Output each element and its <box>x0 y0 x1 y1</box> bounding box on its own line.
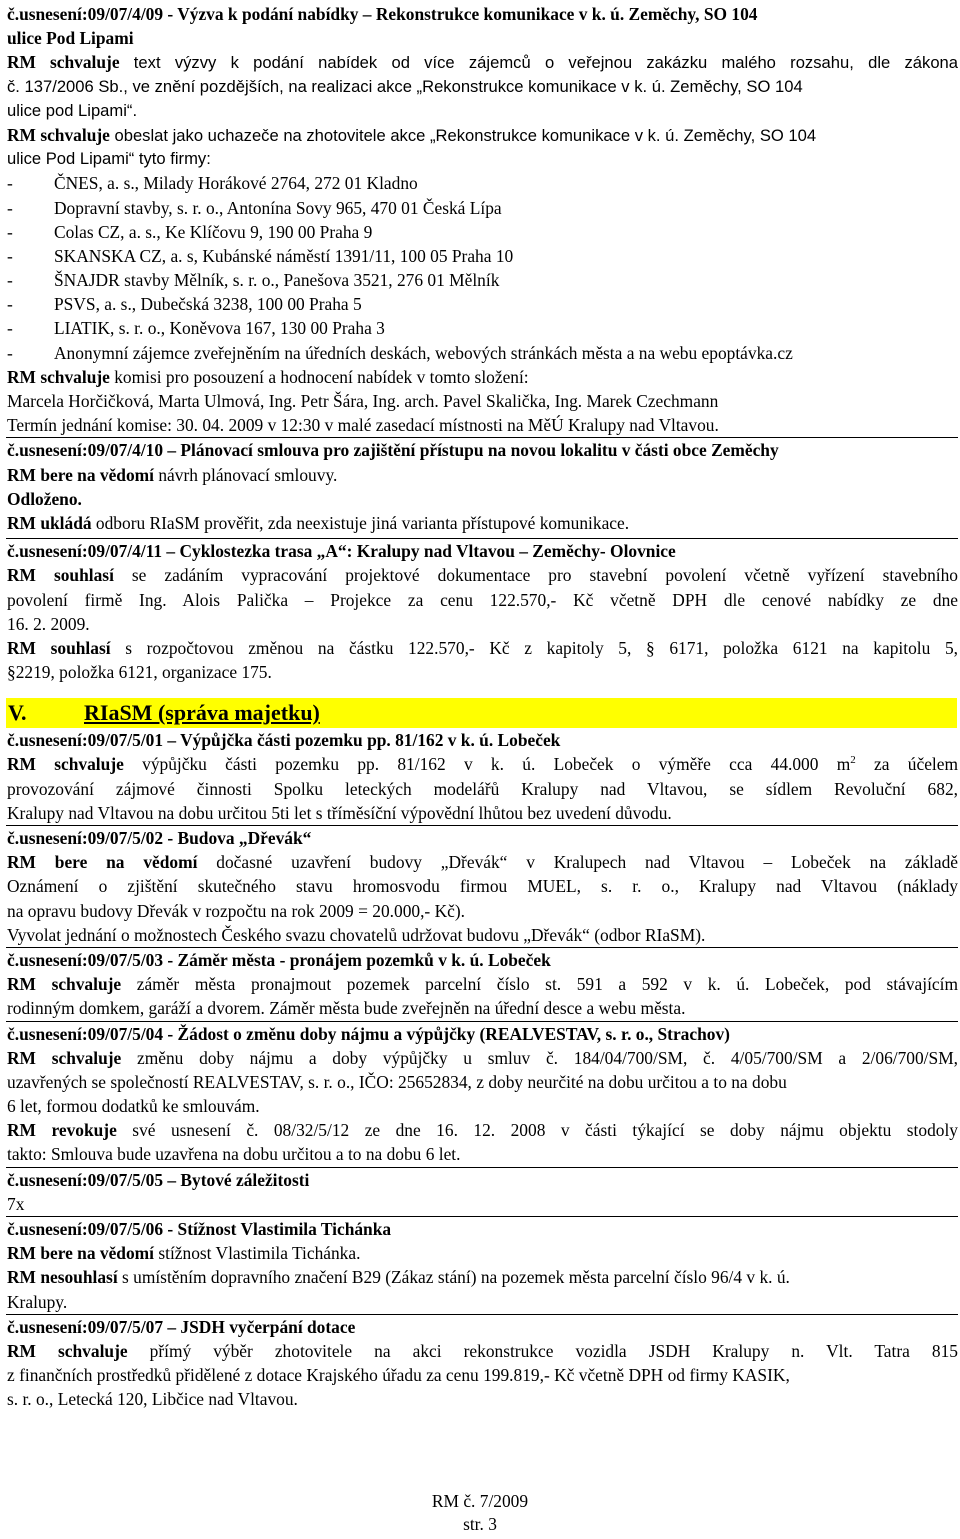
verb: RM revokuje <box>7 1120 117 1141</box>
text: stížnost Vlastimila Tichánka. <box>154 1243 361 1264</box>
paragraph-line: provozování zájmové činnosti Spolku leteckých modelářů Kralupy nad Vltavou, se sídlem Revoluční 682, <box>7 778 958 799</box>
text: návrh plánovací smlouvy. <box>154 464 338 485</box>
verb: RM bere na vědomí <box>7 1243 154 1264</box>
verb: RM bere na vědomí <box>7 464 154 485</box>
paragraph <box>0 50 958 74</box>
text: záměr města pronajmout pozemek parcelní číslo st. 591 a 592 v k. ú. Lobeček, pod stávajícím <box>121 974 958 995</box>
resolution-heading-5-03: č.usnesení:09/07/5/03 - Záměr města - pronájem pozemků v k. ú. Lobeček <box>7 949 551 970</box>
firm-list-item: - PSVS, a. s., Dubečská 3238, 100 00 Praha 5 <box>7 294 362 315</box>
text: za účelem <box>855 754 958 775</box>
section-number: V. <box>8 700 27 726</box>
paragraph-line: takto: Smlouva bude uzavřena na dobu určitou a to na dobu 6 let. <box>7 1144 461 1165</box>
status-text: Odloženo. <box>7 488 82 509</box>
paragraph-line: Kralupy. <box>7 1291 68 1312</box>
firm-list-item: - Colas CZ, a. s., Ke Klíčovu 9, 190 00 Praha 9 <box>7 221 373 242</box>
paragraph-line: ulice Pod Lipami“ tyto firmy: <box>7 149 211 169</box>
resolution-heading-5-07: č.usnesení:09/07/5/07 – JSDH vyčerpání dotace <box>7 1316 356 1337</box>
firm-list-item: - ŠNAJDR stavby Mělník, s. r. o., Panešova 3521, 276 01 Mělník <box>7 270 500 291</box>
text: dočasné uzavření budovy „Dřevák“ v Kralupech nad Vltavou – Lobeček na základě <box>197 852 958 873</box>
verb: RM schvaluje <box>7 754 124 775</box>
paragraph-line: 6 let, formou dodatků ke smlouvám. <box>7 1096 260 1117</box>
paragraph-line: uzavřených se společností REALVESTAV, s. r. o., IČO: 25652834, z doby neurčité na dobu určitou a to na dobu <box>7 1071 787 1092</box>
verb: RM schvaluje <box>7 1340 128 1361</box>
verb: RM schvaluje <box>7 366 110 387</box>
paragraph-line: č. 137/2006 Sb., ve znění pozdějších, na realizaci akce „Rekonstrukce komunikace v k. ú. Zeměchy, SO 104 <box>7 76 803 96</box>
resolution-heading-5-06: č.usnesení:09/07/5/06 - Stížnost Vlastimila Tichánka <box>7 1219 392 1239</box>
verb: RM bere na vědomí <box>7 852 198 873</box>
footer-page-number: str. 3 <box>463 1514 497 1534</box>
paragraph-line: povolení firmě Ing. Alois Palička – Projekce za cenu 122.570,- Kč včetně DPH dle cenové nabídky ze dne <box>7 589 958 610</box>
verb: RM nesouhlasí <box>7 1267 118 1288</box>
superscript: 2 <box>850 754 856 767</box>
verb: RM souhlasí <box>7 565 114 586</box>
firm-list-item: - SKANSKA CZ, a. s, Kubánské náměstí 1391/11, 100 05 Praha 10 <box>7 245 514 266</box>
resolution-heading-5-04: č.usnesení:09/07/5/04 - Žádost o změnu doby nájmu a výpůjčky (REALVESTAV, s. r. o., Strachov) <box>7 1023 730 1044</box>
paragraph-line: Oznámení o zjištění skutečného stavu hromosvodu firmou MUEL, s. r. o., Kralupy nad Vltavou (náklady <box>7 876 958 897</box>
text: komisi pro posouzení a hodnocení nabídek v tomto složení: <box>109 366 529 387</box>
text: přímý výběr zhotovitele na akci rekonstrukce vozidla JSDH Kralupy n. Vlt. Tatra 815 <box>127 1340 958 1361</box>
paragraph-line: 16. 2. 2009. <box>7 613 90 634</box>
footer-document-id: RM č. 7/2009 <box>431 1491 529 1511</box>
resolution-heading-4-09-cont: ulice Pod Lipami <box>7 28 134 49</box>
text: text výzvy k podání nabídek od více zájemců o veřejnou zakázku malého rozsahu, dle zákona <box>119 53 959 73</box>
verb: RM schvaluje <box>7 124 110 145</box>
verb: RM schvaluje <box>7 52 120 73</box>
paragraph-line: na opravu budovy Dřevák v rozpočtu na rok 2009 = 20.000,- Kč). <box>7 900 465 921</box>
text: s umístěním dopravního značení B29 (Zákaz stání) na pozemek města parcelní číslo 96/4 v k. ú. <box>117 1267 790 1288</box>
paragraph-line: z finančních prostředků přidělené z dotace Krajského úřadu za cenu 199.819,- Kč včetně DPH od firmy KASIK, <box>7 1365 790 1386</box>
verb: RM schvaluje <box>7 1047 122 1068</box>
resolution-heading-4-11: č.usnesení:09/07/4/11 – Cyklostezka trasa „A“: Kralupy nad Vltavou – Zeměchy- Olovnice <box>7 541 676 562</box>
firm-list-item: - Dopravní stavby, s. r. o., Antonína Sovy 965, 470 01 Česká Lípa <box>7 197 502 218</box>
section-title: RIaSM (správa majetku) <box>84 700 320 726</box>
paragraph-line: §2219, položka 6121, organizace 175. <box>7 662 272 683</box>
section-heading <box>6 698 957 728</box>
paragraph-line: 7x <box>7 1193 25 1214</box>
text: se zadáním vypracování projektové dokumentace pro stavební povolení včetně vyřízení stavebního <box>113 565 958 586</box>
verb: RM souhlasí <box>7 637 111 658</box>
text: výpůjčku části pozemku pp. 81/162 v k. ú. Lobeček o výměře cca 44.000 m <box>123 754 851 775</box>
paragraph-line: Vyvolat jednání o možnostech Českého svazu chovatelů udržovat budovu „Dřevák“ (odbor RIaSM). <box>7 924 706 945</box>
document-page <box>0 2 958 1412</box>
paragraph-line: ulice pod Lipami“. <box>7 100 138 120</box>
resolution-heading-5-01: č.usnesení:09/07/5/01 – Výpůjčka části pozemku pp. 81/162 v k. ú. Lobeček <box>7 730 561 751</box>
paragraph-line: rodinným domkem, garáží a dvorem. Záměr města bude zveřejněn na úřední desce a webu města. <box>7 998 686 1019</box>
text: změnu doby nájmu a doby výpůjčky u smluv č. 184/04/700/SM, č. 4/05/700/SM a 2/06/700/SM, <box>121 1047 958 1068</box>
firm-list-item: - Anonymní zájemce zveřejněním na úředních deskách, webových stránkách města a na webu epoptávka.cz <box>7 342 793 363</box>
resolution-heading-4-10: č.usnesení:09/07/4/10 – Plánovací smlouva pro zajištění přístupu na novou lokalitu v části obce Zeměchy <box>7 440 779 461</box>
paragraph-line: Kralupy nad Vltavou na dobu určitou 5ti let s tříměsíční výpovědní lhůtou bez uvedení důvodu. <box>7 802 672 823</box>
resolution-heading-5-02: č.usnesení:09/07/5/02 - Budova „Dřevák“ <box>7 828 312 848</box>
text: své usnesení č. 08/32/5/12 ze dne 16. 12. 2008 v části týkající se doby nájmu objektu stodoly <box>116 1120 958 1141</box>
text: odboru RIaSM prověřit, zda neexistuje jiná varianta přístupové komunikace. <box>91 512 630 533</box>
resolution-heading-5-05: č.usnesení:09/07/5/05 – Bytové záležitosti <box>7 1169 310 1190</box>
paragraph-line: Termín jednání komise: 30. 04. 2009 v 12:30 v malé zasedací místnosti na MěÚ Kralupy nad Vltavou. <box>7 415 719 436</box>
firm-list-item: - LIATIK, s. r. o., Koněvova 167, 130 00 Praha 3 <box>7 318 385 339</box>
text: s rozpočtovou změnou na částku 122.570,- Kč z kapitoly 5, § 6171, položka 6121 na kapitolu 5, <box>110 637 958 658</box>
firm-list-item: - ČNES, a. s., Milady Horákové 2764, 272 01 Kladno <box>7 173 418 194</box>
verb: RM ukládá <box>7 512 92 533</box>
verb: RM schvaluje <box>7 974 122 995</box>
text: obeslat jako uchazeče na zhotovitele akce „Rekonstrukce komunikace v k. ú. Zeměchy, SO 104 <box>109 125 817 145</box>
resolution-heading-4-09: č.usnesení:09/07/4/09 - Výzva k podání nabídky – Rekonstrukce komunikace v k. ú. Zeměchy, SO 104 <box>7 4 758 24</box>
paragraph-line: s. r. o., Letecká 120, Libčice nad Vltavou. <box>7 1389 298 1410</box>
paragraph-line: Marcela Horčičková, Marta Ulmová, Ing. Petr Šára, Ing. arch. Pavel Skalička, Ing. Marek Czechmann <box>7 391 719 411</box>
